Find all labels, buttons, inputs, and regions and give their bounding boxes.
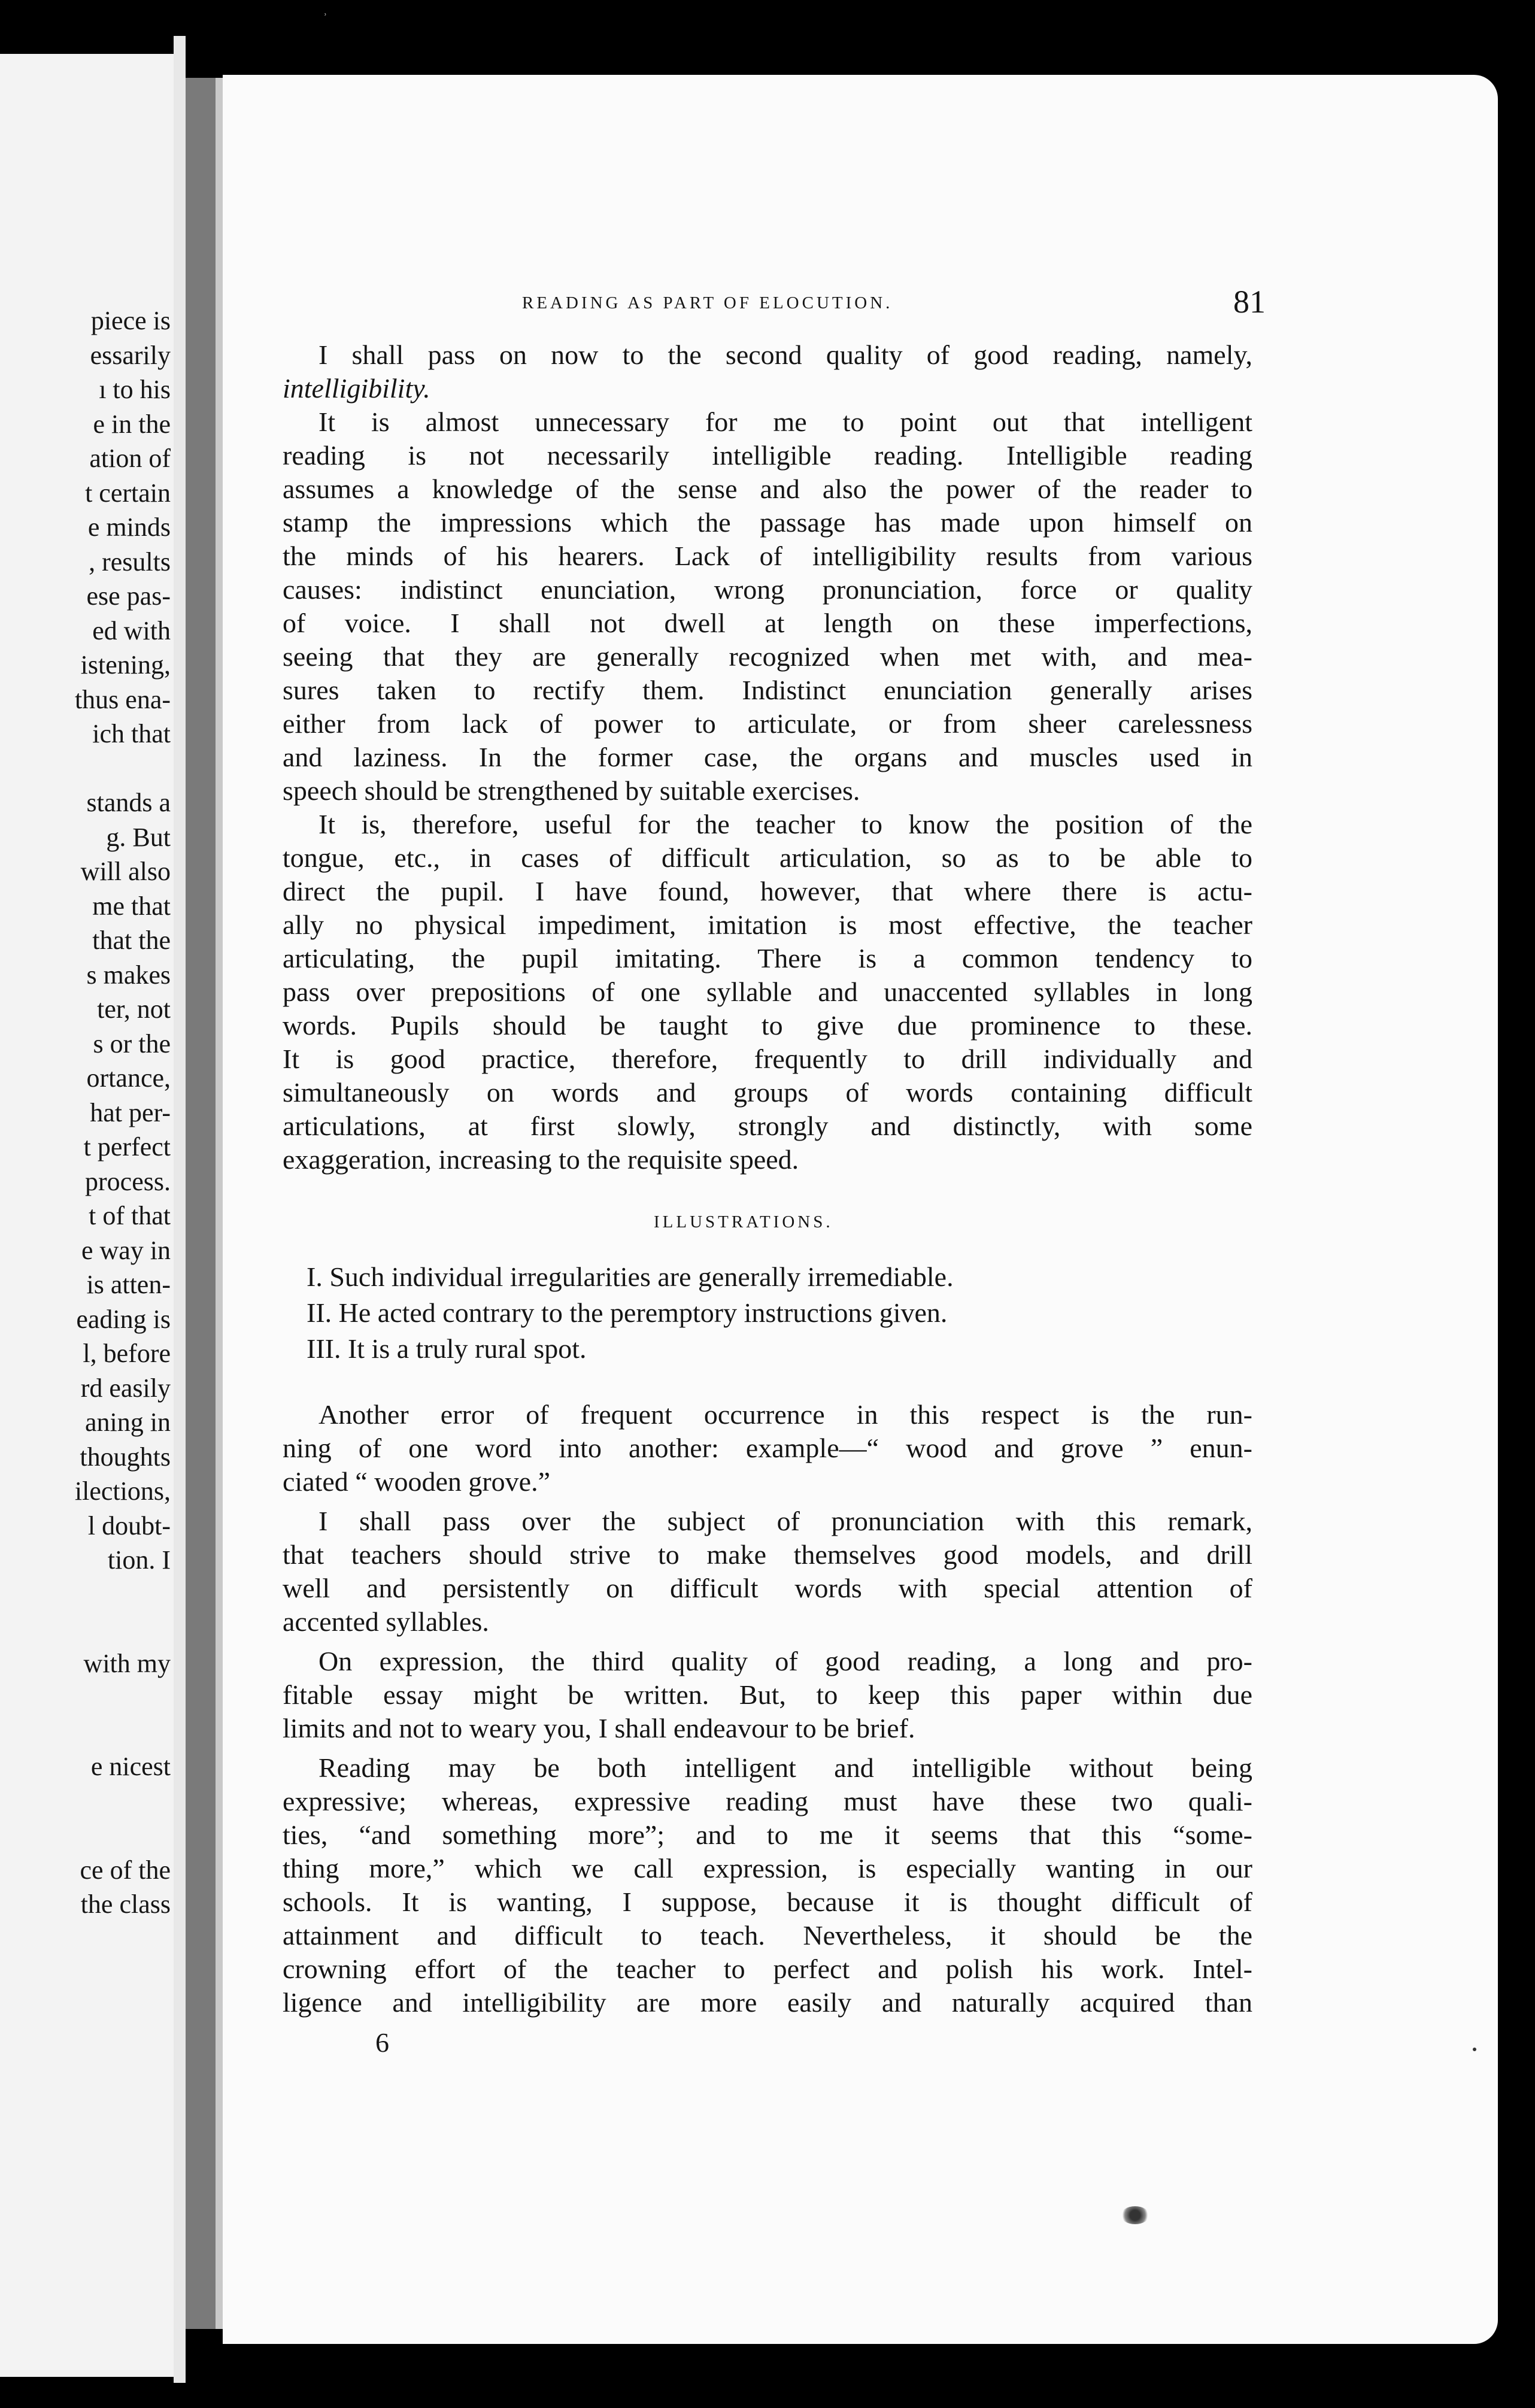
text-line: attainment and difficult to teach. Nevertheless, it should be the [283, 1920, 1252, 1951]
text-line: exaggeration, increasing to the requisite speed. [283, 1144, 799, 1175]
left-page-line: , results [89, 547, 171, 577]
left-page-line: will also [80, 857, 171, 886]
text-line: the minds of his hearers. Lack of intelligibility results from various [283, 541, 1252, 571]
ink-blot [1121, 2206, 1149, 2224]
text-line: On expression, the third quality of good reading, a long and pro- [318, 1646, 1252, 1676]
text-line: It is, therefore, useful for the teacher to know the position of the [318, 809, 1252, 839]
left-page-line: ortance, [86, 1063, 171, 1093]
text-line: intelligibility. [283, 373, 430, 404]
illustration-item: III. It is a truly rural spot. [307, 1333, 587, 1364]
text-line: well and persistently on difficult words with special attention of [283, 1573, 1252, 1603]
page-number: 81 [1233, 284, 1266, 320]
page-gutter [174, 36, 186, 2383]
text-line: crowning effort of the teacher to perfect and polish his work. Intel- [283, 1954, 1252, 1984]
left-page-line: t of that [89, 1201, 171, 1230]
left-page-line: l, before [83, 1339, 171, 1368]
text-line: I shall pass over the subject of pronunciation with this remark, [318, 1506, 1252, 1536]
left-page-line: e minds [87, 512, 171, 542]
text-line: sures taken to rectify them. Indistinct enunciation generally arises [283, 675, 1252, 705]
text-line: assumes a knowledge of the sense and also the power of the reader to [283, 474, 1252, 504]
left-page-line: stands a [86, 788, 171, 817]
left-page-line: l doubt- [87, 1511, 171, 1540]
text-line: of voice. I shall not dwell at length on these imperfections, [283, 608, 1252, 638]
left-page-fragment [0, 54, 174, 2377]
left-page-line: e in the [93, 409, 171, 439]
left-page-line: is atten- [86, 1270, 171, 1299]
text-line: words. Pupils should be taught to give due prominence to these. [283, 1010, 1252, 1041]
text-line: articulations, at first slowly, strongly and distinctly, with some [283, 1111, 1252, 1141]
left-page-line: t perfect [83, 1132, 171, 1161]
text-line: reading is not necessarily intelligible reading. Intelligible reading [283, 440, 1252, 471]
text-line: ties, “and something more”; and to me it seems that this “some- [283, 1819, 1252, 1850]
text-line: Another error of frequent occurrence in this respect is the run- [318, 1399, 1252, 1430]
left-page-line: e nicest [90, 1752, 171, 1781]
text-line: Reading may be both intelligent and intelligible without being [318, 1752, 1252, 1783]
left-page-line: thus ena- [74, 684, 171, 714]
left-page-line: ı to his [99, 375, 171, 404]
text-line: ciated “ wooden grove.” [283, 1466, 551, 1497]
left-page-line: eading is [76, 1304, 171, 1334]
left-page-line: hat per- [90, 1097, 171, 1127]
text-line: I shall pass on now to the second quality of good reading, namely, [318, 339, 1252, 370]
text-line: stamp the impressions which the passage has made upon himself on [283, 507, 1252, 538]
left-page-line: with my [83, 1648, 171, 1678]
left-page-line: ation of [89, 444, 171, 473]
text-line: seeing that they are generally recognized when met with, and mea- [283, 641, 1252, 672]
left-page-line: istening, [80, 650, 171, 680]
left-page-line: that the [92, 926, 171, 955]
left-page-line: ilections, [74, 1476, 171, 1506]
text-line: It is good practice, therefore, frequently to drill individually and [283, 1044, 1252, 1074]
left-page-line: s makes [86, 960, 171, 990]
illustration-item: II. He acted contrary to the peremptory instructions given. [307, 1297, 948, 1328]
left-page-line: ce of the [80, 1855, 171, 1885]
corner-mark: ˒ [323, 6, 327, 19]
left-page-line: s or the [93, 1029, 171, 1059]
left-page-line: tion. I [107, 1545, 171, 1575]
text-line: schools. It is wanting, I suppose, because it is thought difficult of [283, 1887, 1252, 1917]
text-line: ally no physical impediment, imitation is most effective, the teacher [283, 909, 1252, 940]
text-line: accented syllables. [283, 1606, 489, 1637]
ink-speck [1473, 2048, 1476, 2051]
book-page [223, 75, 1498, 2344]
text-line: articulating, the pupil imitating. There is a common tendency to [283, 943, 1252, 973]
text-line: causes: indistinct enunciation, wrong pronunciation, force or quality [283, 574, 1252, 605]
text-line: either from lack of power to articulate, or from sheer carelessness [283, 708, 1252, 739]
left-page-line: thoughts [80, 1442, 171, 1472]
text-line: expressive; whereas, expressive reading must have these two quali- [283, 1786, 1252, 1816]
page-edge [216, 78, 223, 2329]
left-page-line: ter, not [97, 994, 171, 1024]
illustration-item: I. Such individual irregularities are generally irremediable. [307, 1261, 954, 1292]
text-line: speech should be strengthened by suitable exercises. [283, 775, 860, 806]
text-line: It is almost unnecessary for me to point out that intelligent [318, 407, 1252, 437]
text-line: ning of one word into another: example—“ wood and grove ” enun- [283, 1433, 1252, 1463]
left-page-line: g. But [106, 822, 171, 852]
text-line: fitable essay might be written. But, to keep this paper within due [283, 1679, 1252, 1710]
running-head: READING AS PART OF ELOCUTION. [522, 293, 893, 313]
left-page-line: aning in [85, 1408, 171, 1437]
left-page-line: essarily [90, 340, 171, 370]
signature-mark: 6 [375, 2027, 389, 2058]
left-page-line: ich that [92, 719, 171, 748]
text-line: direct the pupil. I have found, however, that where there is actu- [283, 876, 1252, 906]
text-line: thing more,” which we call expression, is especially wanting in our [283, 1853, 1252, 1884]
left-page-line: piece is [90, 306, 171, 335]
left-page-line: ed with [92, 615, 171, 645]
left-page-line: e way in [81, 1235, 171, 1265]
text-line: pass over prepositions of one syllable and unaccented syllables in long [283, 976, 1252, 1007]
left-page-line: me that [92, 891, 171, 921]
page-binding-shadow [186, 78, 216, 2329]
left-page-line: process. [85, 1166, 171, 1196]
left-page-line: t certain [85, 478, 171, 508]
text-line: and laziness. In the former case, the organs and muscles used in [283, 742, 1252, 772]
left-page-line: rd easily [80, 1373, 171, 1403]
text-line: limits and not to weary you, I shall endeavour to be brief. [283, 1713, 915, 1743]
text-line: simultaneously on words and groups of words containing difficult [283, 1077, 1252, 1108]
left-page-line: ese pas- [86, 581, 171, 611]
left-page-line: the class [80, 1890, 171, 1919]
illustrations-heading: ILLUSTRATIONS. [654, 1212, 833, 1232]
text-line: ligence and intelligibility are more easily and naturally acquired than [283, 1987, 1252, 2018]
text-line: that teachers should strive to make themselves good models, and drill [283, 1539, 1252, 1570]
text-line: tongue, etc., in cases of difficult articulation, so as to be able to [283, 842, 1252, 873]
